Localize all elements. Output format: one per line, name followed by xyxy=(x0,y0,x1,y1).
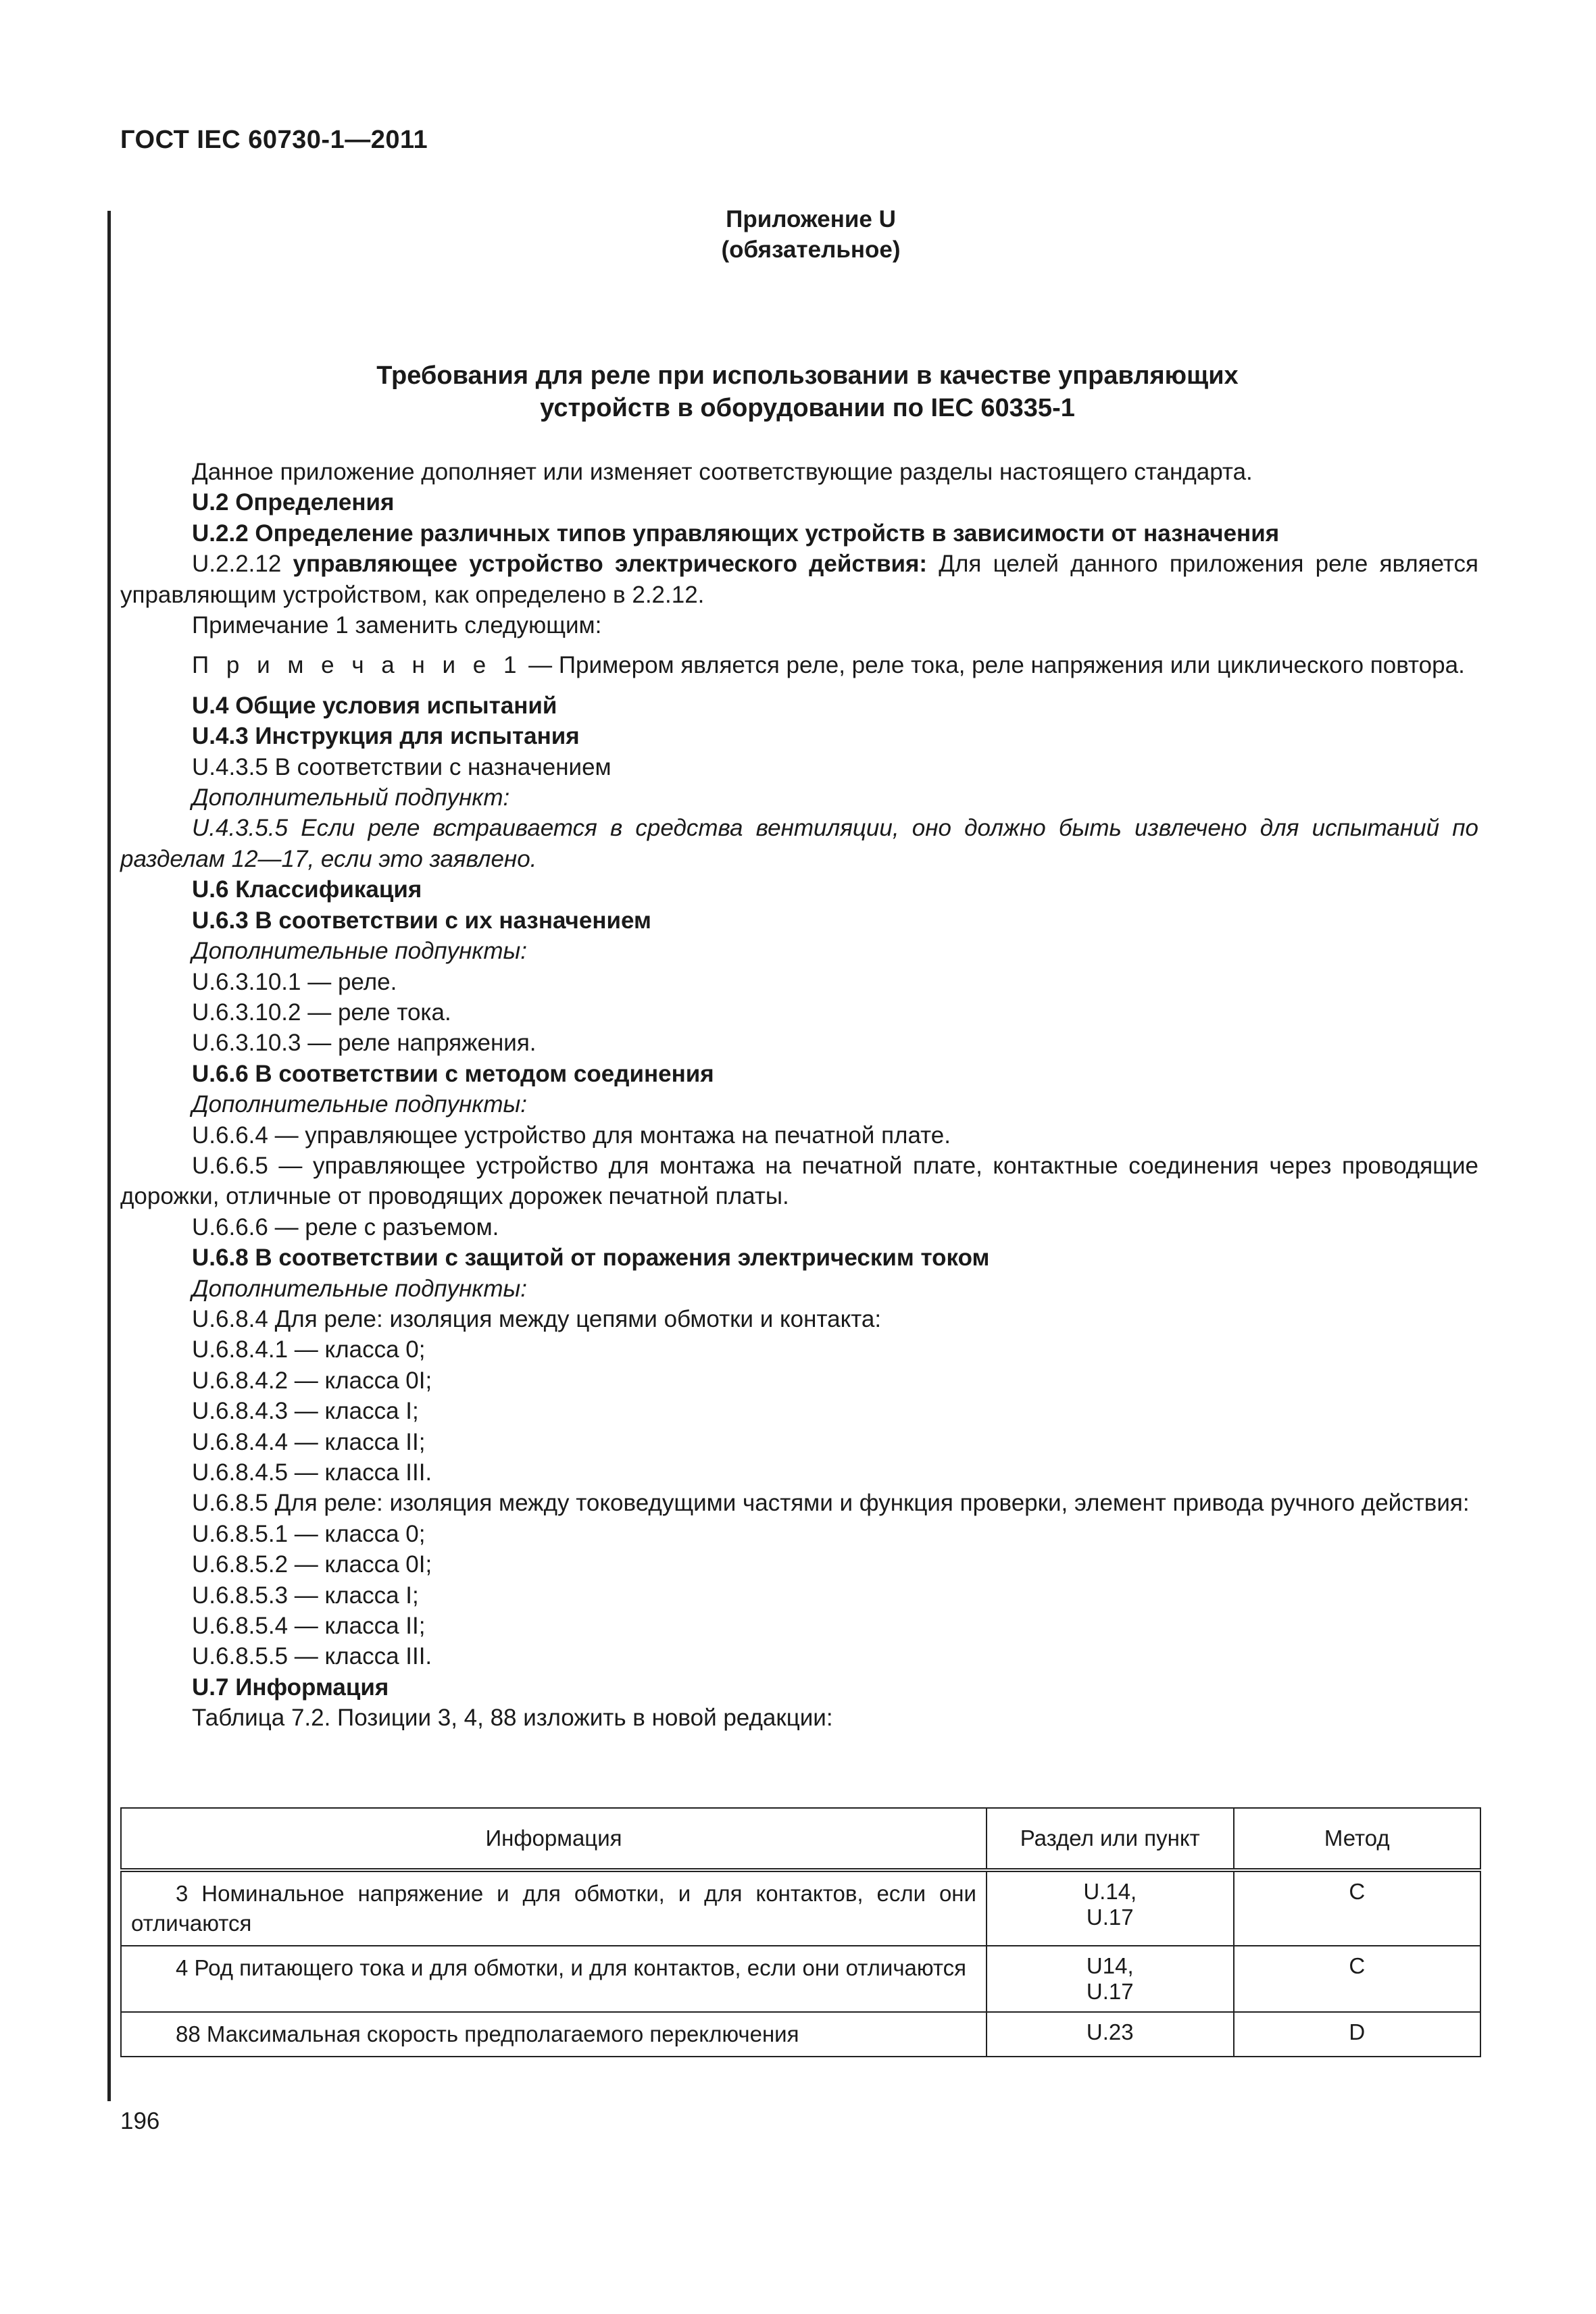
table-cell-method: C xyxy=(1234,1870,1480,1946)
list-item: U.6.8.5.1 — класса 0; xyxy=(192,1520,426,1547)
table-row xyxy=(121,2012,1480,2057)
page-number: 196 xyxy=(120,2108,160,2134)
list-item: U.6.8.5 Для реле: изоляция между токоведущими частями и функция проверки, элемент привода ручного действия: xyxy=(192,1490,1470,1517)
ref-line: U14, xyxy=(1086,1953,1134,1978)
revision-bar xyxy=(107,211,111,2101)
list-item: U.6.8.4.3 — класса I; xyxy=(192,1398,419,1425)
document-body xyxy=(120,457,1478,1734)
table-header-row xyxy=(121,1808,1480,1870)
additional-items-label: Дополнительные подпункты: xyxy=(192,938,527,965)
table-row xyxy=(121,1946,1480,2012)
main-title-line2: устройств в оборудовании по IEC 60335-1 xyxy=(540,394,1075,422)
additional-item-label: Дополнительный подпункт: xyxy=(192,784,510,811)
list-item: U.6.6.5 — управляющее устройство для монтажа на печатной плате, контактные соединения через проводящие дорожки, отличные от проводящих дорожек печатной платы. xyxy=(120,1152,1478,1210)
list-item: U.6.8.4.4 — класса II; xyxy=(192,1428,426,1455)
ref-line: U.14, xyxy=(1083,1879,1137,1904)
document-header: ГОСТ IEC 60730-1—2011 xyxy=(120,126,428,154)
table-cell-info: 88 Максимальная скорость предполагаемого переключения xyxy=(121,2012,987,2057)
ref-line: U.17 xyxy=(1086,1905,1134,1930)
additional-items-label: Дополнительные подпункты: xyxy=(192,1275,527,1302)
annex-status: (обязательное) xyxy=(721,236,901,263)
table-cell-ref xyxy=(987,1946,1234,2012)
definition-number: U.2.2.12 xyxy=(192,551,293,578)
note-instruction: Примечание 1 заменить следующим: xyxy=(192,612,602,639)
list-item: U.6.8.5.3 — класса I; xyxy=(192,1582,419,1609)
list-item: U.6.6.6 — реле с разъемом. xyxy=(192,1213,499,1240)
section-heading: U.6 Классификация xyxy=(192,876,422,903)
list-item: U.6.3.10.2 — реле тока. xyxy=(192,999,451,1026)
list-item: U.6.8.4 Для реле: изоляция между цепями обмотки и контакта: xyxy=(192,1305,882,1332)
section-heading: U.7 Информация xyxy=(192,1674,389,1701)
section-heading: U.2 Определения xyxy=(192,489,395,516)
section-heading: U.6.8 В соответствии с защитой от поражения электрическим током xyxy=(192,1244,990,1272)
table-cell-ref: U.23 xyxy=(987,2012,1234,2057)
definition-term: управляющее устройство электрического действия: xyxy=(293,551,928,578)
list-item: U.6.3.10.1 — реле. xyxy=(192,968,397,995)
section-heading: U.4.3 Инструкция для испытания xyxy=(192,723,580,750)
list-item: U.6.8.5.5 — класса III. xyxy=(192,1643,432,1670)
section-heading: U.2.2 Определение различных типов управляющих устройств в зависимости от назначения xyxy=(192,520,1280,547)
table-row xyxy=(121,1870,1480,1946)
note-text: — Примером является реле, реле тока, реле напряжения или циклического повтора. xyxy=(522,652,1465,679)
main-title-line1: Требования для реле при использовании в качестве управляющих xyxy=(376,361,1239,390)
ref-line: U.17 xyxy=(1086,1979,1134,2004)
info-table xyxy=(120,1807,1481,2057)
column-header: Информация xyxy=(121,1808,987,1870)
clause-paragraph: U.4.3.5.5 Если реле встраивается в средства вентиляции, оно должно быть извлечено для испытаний по разделам 12—17, если это заявлено. xyxy=(120,815,1478,872)
definition-text: Для целей данного приложения реле является управляющим устройством, как определено в 2.2.12. xyxy=(120,551,1479,608)
note-paragraph xyxy=(120,650,1478,680)
list-item: U.6.3.10.3 — реле напряжения. xyxy=(192,1030,537,1057)
table-cell-method: C xyxy=(1234,1946,1480,2012)
section-heading: U.6.3 В соответствии с их назначением xyxy=(192,907,651,934)
definition-paragraph xyxy=(120,549,1478,610)
section-heading: U.4 Общие условия испытаний xyxy=(192,692,557,719)
annex-title: Приложение U xyxy=(726,206,896,232)
table-cell-info: 4 Род питающего тока и для обмотки, и для контактов, если они отличаются xyxy=(121,1946,987,2012)
list-item: U.6.8.4.1 — класса 0; xyxy=(192,1336,426,1363)
column-header: Метод xyxy=(1234,1808,1480,1870)
list-item: U.6.8.4.2 — класса 0I; xyxy=(192,1367,432,1394)
table-cell-info: 3 Номинальное напряжение и для обмотки, и для контактов, если они отличаются xyxy=(121,1870,987,1946)
additional-items-label: Дополнительные подпункты: xyxy=(192,1091,527,1118)
table-cell-method: D xyxy=(1234,2012,1480,2057)
clause-paragraph: U.4.3.5 В соответствии с назначением xyxy=(192,753,612,780)
list-item: U.6.6.4 — управляющее устройство для монтажа на печатной плате. xyxy=(192,1122,951,1149)
list-item: U.6.8.5.4 — класса II; xyxy=(192,1613,426,1640)
note-label: П р и м е ч а н и е 1 xyxy=(192,652,522,679)
intro-paragraph: Данное приложение дополняет или изменяет соответствующие разделы настоящего стандарта. xyxy=(192,459,1253,485)
column-header: Раздел или пункт xyxy=(987,1808,1234,1870)
table-cell-ref xyxy=(987,1870,1234,1946)
list-item: U.6.8.4.5 — класса III. xyxy=(192,1459,432,1486)
section-heading: U.6.6 В соответствии с методом соединения xyxy=(192,1060,714,1087)
table-intro: Таблица 7.2. Позиции 3, 4, 88 изложить в новой редакции: xyxy=(192,1705,833,1732)
list-item: U.6.8.5.2 — класса 0I; xyxy=(192,1551,432,1578)
